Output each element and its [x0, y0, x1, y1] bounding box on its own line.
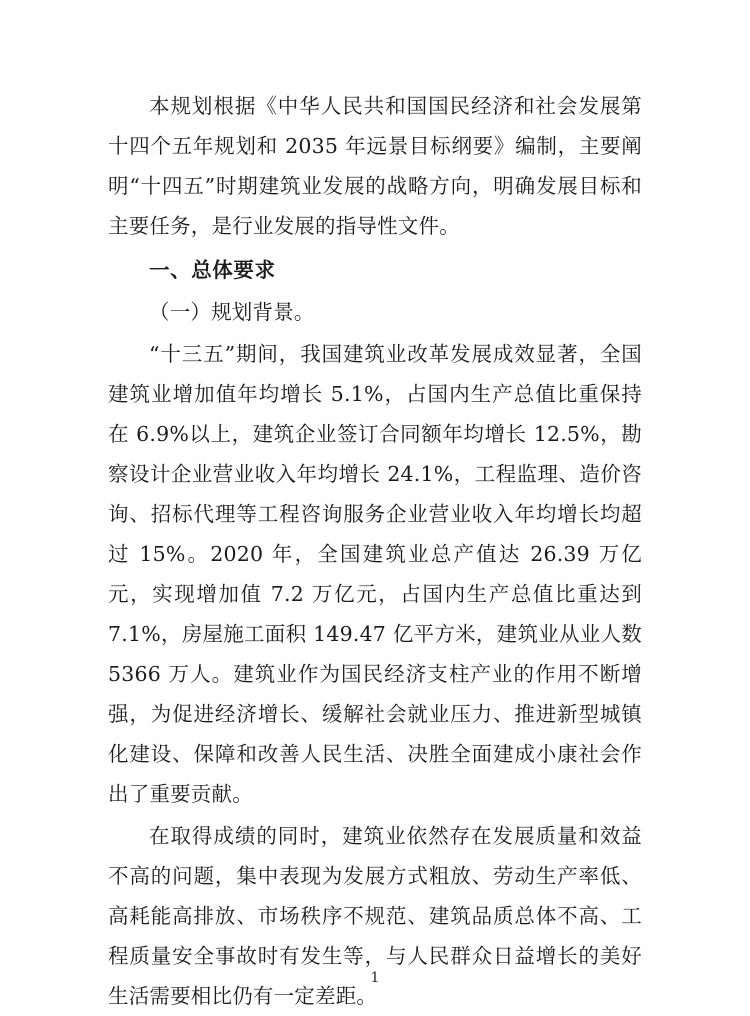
subsection-heading-planning-background: （一）规划背景。	[149, 300, 315, 324]
page-number: 1	[370, 970, 380, 986]
paragraph-intro: 本规划根据《中华人民共和国国民经济和社会发展第十四个五年规划和 2035 年远景目标纲要》编制，主要阐明“十四五”时期建筑业发展的战略方向，明确发展目标和主要任务，是行业发展的指导性文件。	[108, 94, 642, 238]
paragraph-13th-five-year-achievements: “十三五”期间，我国建筑业改革发展成效显著，全国建筑业增加值年均增长 5.1%，占国内生产总值比重保持在 6.9%以上，建筑企业签订合同额年均增长 12.5%，勘察设计企业营业收入年均增长 24.1%，工程监理、造价咨询、招标代理等工程咨询服务企业营业收入年均增长均超过 15%。2020 年，全国建筑业总产值达 26.39 万亿元，实现增加值 7.2 万亿元，占国内生产总值比重达到 7.1%，房屋施工面积 149.47 亿平方米，建筑业从业人数 5366 万人。建筑业作为国民经济支柱产业的作用不断增强，为促进经济增长、缓解社会就业压力、推进新型城镇化建设、保障和改善人民生活、决胜全面建成小康社会作出了重要贡献。	[108, 342, 642, 806]
paragraph-existing-problems: 在取得成绩的同时，建筑业依然存在发展质量和效益不高的问题，集中表现为发展方式粗放、劳动生产率低、高耗能高排放、市场秩序不规范、建筑品质总体不高、工程质量安全事故时有发生等，与人民群众日益增长的美好生活需要相比仍有一定差距。	[108, 824, 642, 1008]
section-heading-overall-requirements: 一、总体要求	[149, 258, 276, 282]
document-body	[108, 86, 642, 1016]
